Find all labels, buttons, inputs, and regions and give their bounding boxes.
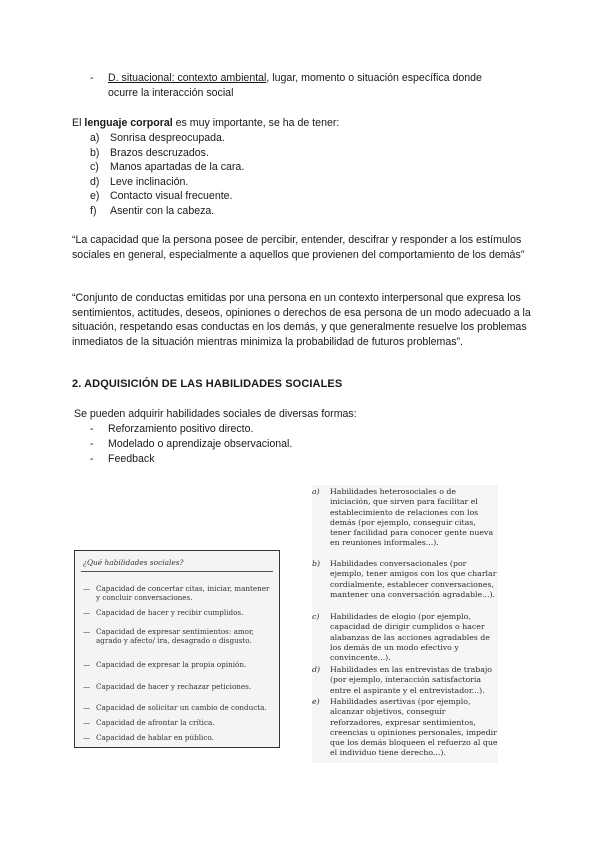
section-intro: Se pueden adquirir habilidades sociales de diversas formas: [74,408,357,420]
acquisition-item-2 [90,437,390,452]
box-item [83,733,273,742]
corporal-intro [72,116,339,131]
box-item-text: Capacidad de hablar en público. [96,733,214,742]
item-text: Asentir con la cabeza. [110,204,215,217]
box-item [83,608,273,617]
types-letter: a) [312,487,320,496]
item-text: Brazos descruzados. [110,146,209,159]
types-text: Habilidades conversacionales (por ejemplo, tener amigos con los que charlar cordialmente, establecer conversaciones, mantener una conversación agradable...). [330,559,497,599]
item-marker: b) [90,146,100,159]
types-item-b [312,559,498,600]
box-dash: — [83,733,91,742]
box-dash: — [83,718,91,727]
box-item [83,718,273,727]
item-marker: d) [90,175,100,188]
bold-term: lenguaje corporal [84,117,173,129]
section-heading: 2. ADQUISICIÓN DE LAS HABILIDADES SOCIALES [72,378,343,390]
types-letter: c) [312,612,320,621]
list-item-text [108,71,482,86]
item-marker: c) [90,161,99,173]
box-dash: — [83,703,91,712]
list-dash: - [90,72,94,84]
quote-paragraph-1: “La capacidad que la persona posee de percibir, entender, descifrar y responder a los estímulos sociales en general, especialmente a aquellos que provienen del comportamiento de los demás” [72,234,525,261]
box-dash: — [83,584,91,593]
box-dash: — [83,627,91,636]
intro-suffix: es muy importante, se ha de tener: [172,117,340,129]
types-text: Habilidades heterosociales o de iniciación, que sirven para facilitar el establecimiento de relaciones con los demás (por ejemplo, conseguir citas, tener facilidad para conocer gente nueva en reuniones informales...). [330,487,494,548]
box-dash: — [83,682,91,691]
acquisition-item-1 [90,422,390,437]
list-item-text: Feedback [108,453,155,465]
types-letter: e) [312,697,320,706]
top-list-item [90,71,530,103]
item-marker: a) [90,132,100,144]
box-item-text: Capacidad de afrontar la crítica. [96,718,215,727]
types-text: Habilidades asertivas (por ejemplo, alcanzar objetivos, conseguir reforzadores, expresar sentimientos, creencias u opiniones personales, impedir que los demás bloqueen el refuerzo al que el individuo tiene derecho...). [330,697,498,758]
types-item-d [312,665,498,696]
underlined-term: D. situacional: contexto ambiental [108,72,267,84]
list-item-line2: ocurre la interacción social [108,87,234,99]
types-text: Habilidades en las entrevistas de trabajo (por ejemplo, interacción satisfactoria entre el aspirante y el entrevistador...). [330,665,492,695]
box-dash: — [83,660,91,669]
box-item [83,584,273,602]
intro-prefix: El [72,117,85,129]
types-item-e [312,697,498,759]
box-item-text: Capacidad de concertar citas, iniciar, mantener y concluir conversaciones. [96,584,270,603]
quote-paragraph-2: “Conjunto de conductas emitidas por una persona en un contexto interpersonal que expresa los sentimientos, actitudes, deseos, opiniones o derechos de esa persona de un modo adecuado a la situación, respetando esas conductas en los demás, y que generalmente resuelve los problemas inmediatos de la situación mientras minimiza la probabilidad de futuros problemas”. [72,292,531,348]
list-dash: - [90,453,94,465]
item-text: Leve inclinación. [110,175,189,188]
box-item-text: Capacidad de hacer y recibir cumplidos. [96,608,244,617]
box-item [83,660,273,669]
item-marker: e) [90,190,100,202]
list-item-text: Reforzamiento positivo directo. [108,423,254,435]
types-text: Habilidades de elogio (por ejemplo, capacidad de dirigir cumplidos o hacer alabanzas de las acciones agradables de los demás de un modo efectivo y convincente...). [330,612,490,663]
list-item-rest: , lugar, momento o situación específica donde [266,72,482,84]
social-skills-types-image [312,485,498,763]
acquisition-item-3 [90,452,390,467]
list-dash: - [90,423,94,435]
item-text: Manos apartadas de la cara. [110,161,245,173]
item-text: Sonrisa despreocupada. [110,132,225,144]
types-item-a [312,487,498,549]
box-item [83,703,273,712]
types-letter: d) [312,665,321,674]
item-text: Contacto visual frecuente. [110,190,233,202]
list-dash: - [90,438,94,450]
box-item-text: Capacidad de hacer y rechazar peticiones. [96,682,252,691]
box-dash: — [83,608,91,617]
types-letter: b) [312,559,321,568]
box-item-text: Capacidad de expresar la propia opinión. [96,660,247,669]
types-item-c [312,612,498,663]
box-item-text: Capacidad de solicitar un cambio de conducta. [96,703,267,712]
box-item [83,627,273,645]
list-item-text: Modelado o aprendizaje observacional. [108,438,293,450]
box-item [83,682,273,691]
box-item-text: Capacidad de expresar sentimientos: amor, agrado y afecto/ ira, desagrado o disgusto. [96,627,254,646]
box-divider [81,571,273,572]
item-marker: f) [90,204,97,217]
box-title: ¿Qué habilidades sociales? [83,558,184,567]
social-skills-box-image [74,550,280,748]
